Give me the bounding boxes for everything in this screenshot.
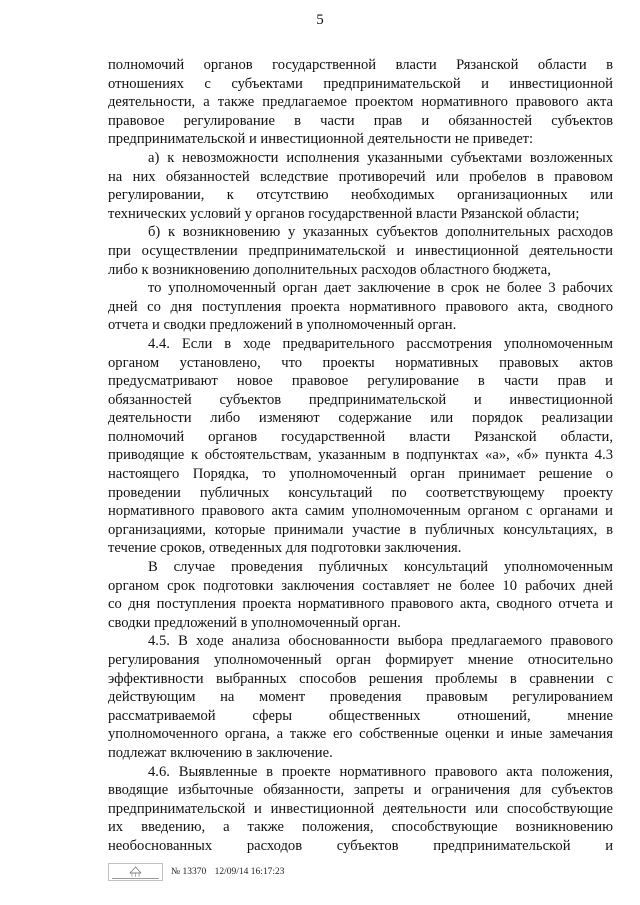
text-line: дней со дня поступления проекта нормативного правового акта, сводного bbox=[108, 298, 613, 315]
text-line: отчета и сводки предложений в уполномоченный орган. bbox=[108, 317, 457, 334]
text-line: органом срок подготовки заключения составляет не более 10 рабочих дней bbox=[108, 577, 613, 594]
text-line: деятельности, а также предлагаемое проектом нормативного правового акта bbox=[108, 94, 613, 111]
government-stamp-icon bbox=[108, 863, 163, 881]
text-line: при осуществлении предпринимательской и инвестиционной деятельности bbox=[108, 242, 613, 259]
text-line: эффективности выбранных способов решения проблемы в сравнении с bbox=[108, 670, 613, 687]
text-line: проведении публичных консультаций по соответствующему проекту bbox=[108, 484, 613, 501]
text-line: действующим на момент проведения правовым регулированием bbox=[108, 689, 613, 706]
document-timestamp: 12/09/14 16:17:23 bbox=[214, 867, 285, 877]
text-line: нормативного правового акта самим уполномоченным органом с органами и bbox=[108, 503, 613, 520]
text-line: предпринимательской и инвестиционной деятельности или способствующие bbox=[108, 800, 613, 817]
text-line: обязанностей субъектов предпринимательской и инвестиционной bbox=[108, 391, 613, 408]
text-line: регулировании, к отсутствию необходимых организационных или bbox=[108, 187, 613, 204]
text-line: 4.5. В ходе анализа обоснованности выбора предлагаемого правового bbox=[148, 633, 613, 650]
text-line: вводящие избыточные обязанности, запреты и ограничения для субъектов bbox=[108, 782, 613, 799]
text-line: организациями, которые принимали участие в публичных консультациях, в bbox=[108, 521, 613, 538]
footer bbox=[108, 862, 291, 882]
text-line: 4.4. Если в ходе предварительного рассмотрения уполномоченным bbox=[148, 335, 613, 352]
text-line: регулирования уполномоченный орган формирует мнение относительно bbox=[108, 652, 613, 668]
text-line: их введению, а также положения, способствующие возникновению bbox=[108, 819, 613, 836]
text-line: деятельности либо изменяют содержание или порядок реализации bbox=[108, 410, 613, 427]
text-line: сводки предложений в уполномоченный орган. bbox=[108, 614, 401, 631]
text-line: технических условий у органов государственной власти Рязанской области; bbox=[108, 205, 580, 222]
text-line: настоящего Порядка, то уполномоченный орган принимает решение о bbox=[108, 466, 613, 483]
text-line: правовое регулирование в части прав и обязанностей субъектов bbox=[108, 112, 613, 129]
text-line: а) к невозможности исполнения указанными субъектами возложенных bbox=[148, 149, 613, 166]
text-line: полномочий органов государственной власти Рязанской области, bbox=[108, 428, 613, 445]
text-line: отношениях с субъектами предпринимательской и инвестиционной bbox=[108, 75, 613, 92]
text-line: приводящие к обстоятельствам, указанным в подпунктах «а», «б» пункта 4.3 bbox=[108, 447, 613, 464]
text-line: на них обязанностей вследствие противоречий или пробелов в правовом bbox=[108, 168, 613, 185]
text-line: полномочий органов государственной власти Рязанской области в bbox=[108, 57, 613, 73]
text-line: со дня поступления проекта нормативного правового акта, сводного отчета и bbox=[108, 596, 613, 613]
document-body bbox=[108, 56, 613, 856]
text-line: 4.6. Выявленные в проекте нормативного правового акта положения, bbox=[148, 763, 613, 780]
text-line: то уполномоченный орган дает заключение в срок не более 3 рабочих bbox=[148, 280, 613, 297]
text-line: течение сроков, отведенных для подготовки заключения. bbox=[108, 540, 462, 557]
page-number: 5 bbox=[316, 12, 324, 28]
text-line: предпринимательской и инвестиционной деятельности не приведет: bbox=[108, 131, 534, 148]
text-line: б) к возникновению у указанных субъектов дополнительных расходов bbox=[148, 224, 613, 241]
text-line: рассматриваемой сферы общественных отношений, мнение bbox=[108, 707, 613, 724]
text-line: В случае проведения публичных консультаций уполномоченным bbox=[148, 559, 613, 576]
text-line: предусматривают новое правовое регулирование в части прав и bbox=[108, 373, 613, 390]
text-line: органом установлено, что проекты нормативных правовых актов bbox=[108, 354, 613, 371]
text-line: либо к возникновению дополнительных расходов областного бюджета, bbox=[108, 261, 551, 278]
text-line: уполномоченного органа, а также его собственные оценки и иные замечания bbox=[108, 726, 613, 743]
document-number: № 13370 bbox=[171, 867, 207, 877]
text-line: подлежат включению в заключение. bbox=[108, 744, 333, 761]
text-line: необоснованных расходов субъектов предпринимательской и bbox=[108, 837, 613, 854]
